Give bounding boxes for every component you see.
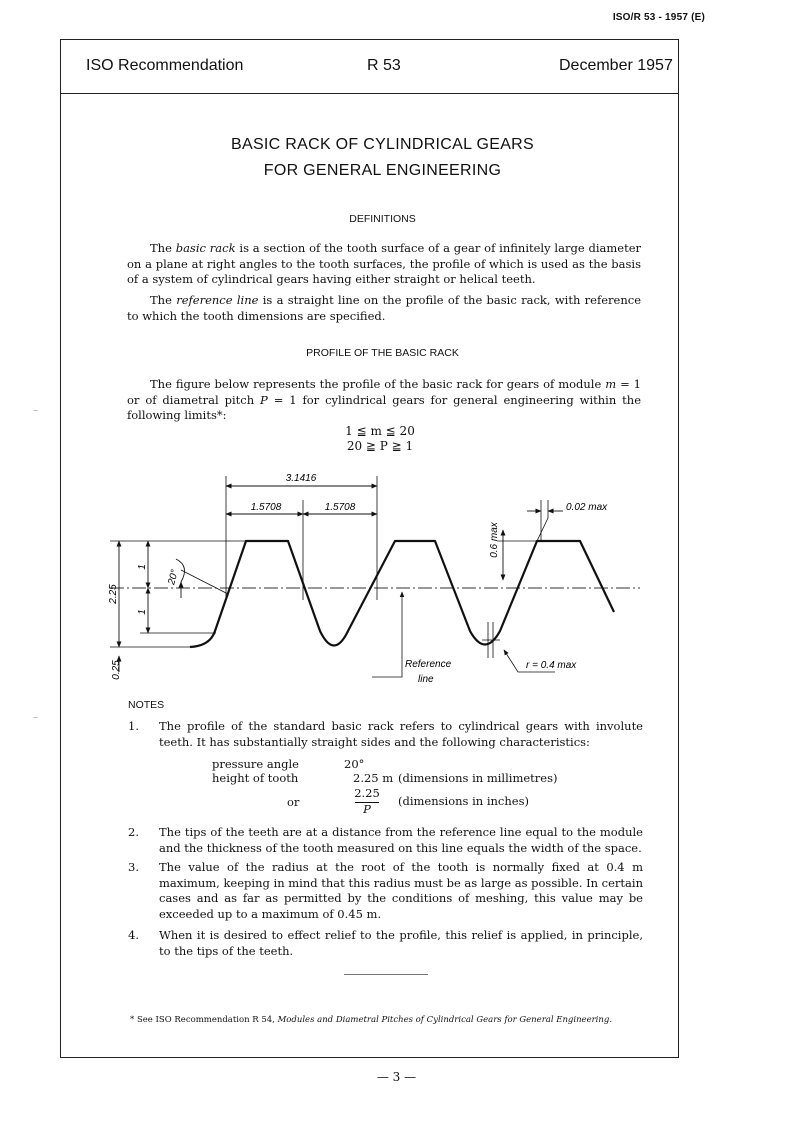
tooth-height-label: height of tooth: [212, 771, 299, 785]
note-4-text: When it is desired to effect relief to the profile, this relief is applied, in principle, to the tips of the teeth.: [159, 928, 643, 958]
note-3-number: 3.: [128, 860, 139, 874]
note-4-number: 4.: [128, 928, 139, 942]
note-4: [128, 928, 643, 960]
dim-half-right-text: 1.5708: [324, 502, 356, 513]
limit-pitch: 20 ≧ P ≧ 1: [346, 439, 414, 453]
dim-total-height-text: 2.25: [108, 584, 119, 604]
profile-heading: PROFILE OF THE BASIC RACK: [306, 347, 459, 359]
page-number: — 3 —: [376, 1070, 417, 1084]
dim-dedendum-text: 1: [137, 609, 148, 615]
header-right: December 1957: [559, 57, 673, 74]
note-2: [128, 825, 643, 857]
pressure-angle-value: 20°: [344, 757, 365, 771]
note-2-text: The tips of the teeth are at a distance from the reference line equal to the module and the thickness of the tooth measured on this line equals the width of the space.: [159, 825, 643, 855]
notes-heading: NOTES: [128, 699, 165, 711]
label-radius: r = 0.4 max: [526, 660, 577, 671]
note-1-text: The profile of the standard basic rack refers to cylindrical gears with involute teeth. It has substantially straight sides and the following characteristics:: [159, 719, 643, 749]
angle-leader: [181, 570, 228, 594]
note-1-number: 1.: [128, 719, 139, 733]
dim-relief-height-text: 0.6 max: [489, 522, 500, 558]
header-center: R 53: [367, 57, 401, 74]
document-id: ISO/R 53 - 1957 (E): [612, 12, 705, 23]
note-2-number: 2.: [128, 825, 139, 839]
separator-rule: [344, 974, 428, 975]
dim-clearance-text: 0.25: [111, 660, 122, 680]
title-line-1: BASIC RACK OF CYLINDRICAL GEARS: [231, 136, 534, 153]
fraction-numerator: 2.25: [354, 786, 380, 800]
profile-paragraph: The figure below represents the profile of the basic rack for gears of module m = 1 or of diametral pitch P = 1 for cylindrical gears for general engineering within the following limits*:: [127, 377, 642, 422]
note-3: [128, 860, 643, 924]
tooth-height-unit-in: (dimensions in inches): [398, 794, 529, 808]
definition-reference-line: The reference line is a straight line on the profile of the basic rack, with reference to which the tooth dimensions are specified.: [127, 293, 642, 323]
note-3-text: The value of the radius at the root of the tooth is normally fixed at 0.4 m maximum, keeping in mind that this radius must be as large as possible. In certain cases and as far as permitted by the conditions of meshing, this value may be exceeded up to a maximum of 0.45 m.: [159, 860, 643, 921]
margin-mark: –: [33, 405, 38, 416]
limit-module: 1 ≦ m ≦ 20: [345, 424, 415, 438]
basic-rack-figure: [100, 466, 660, 692]
footnote: * See ISO Recommendation R 54, Modules and Diametral Pitches of Cylindrical Gears for General Engineering.: [130, 1015, 613, 1025]
root-radius-marker: [482, 622, 500, 658]
dim-relief-tip-text: 0.02 max: [566, 502, 608, 513]
dim-pitch-text: 3.1416: [285, 473, 317, 484]
tooth-height-value: 2.25 m: [353, 771, 394, 785]
label-reference-2: line: [418, 674, 434, 685]
definition-basic-rack: The basic rack is a section of the tooth surface of a gear of infinitely large diameter on a plane at right angles to the tooth surfaces, the profile of which is used as the basis of a system of cylindrical gears having either straight or helical teeth.: [127, 241, 641, 286]
header-rule: [60, 93, 679, 94]
header-left: ISO Recommendation: [86, 57, 244, 74]
tooth-height-unit-mm: (dimensions in millimetres): [398, 771, 558, 785]
relief-construction: [537, 518, 590, 561]
dim-angle-text: 20°: [166, 568, 181, 587]
dim-half-left-text: 1.5708: [250, 502, 282, 513]
fraction-denominator: P: [363, 802, 371, 816]
title-line-2: FOR GENERAL ENGINEERING: [263, 162, 502, 179]
label-reference-1: Reference: [405, 659, 452, 670]
pressure-angle-label: pressure angle: [212, 757, 299, 771]
dim-addendum-text: 1: [137, 564, 148, 570]
note-1: [128, 719, 643, 751]
or-label: or: [287, 795, 300, 809]
definitions-heading: DEFINITIONS: [349, 213, 416, 225]
margin-mark: –: [33, 712, 38, 723]
reference-leader: [372, 592, 402, 677]
